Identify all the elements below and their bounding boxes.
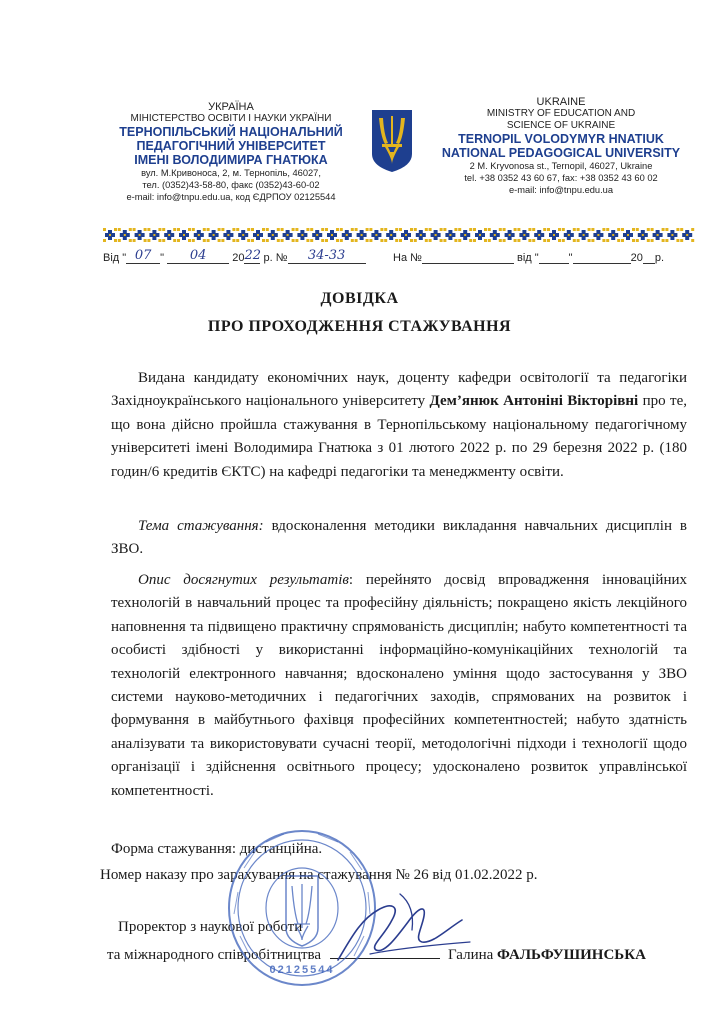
ornament-motif: [384, 228, 398, 242]
ref-year-end: р.: [263, 252, 273, 264]
phone-en: tel. +38 0352 43 60 67, fax: +38 0352 43 60 02: [464, 173, 658, 183]
ornament-motif: [147, 228, 161, 242]
university-name-en-2: NATIONAL PEDAGOGICAL UNIVERSITY: [441, 146, 681, 160]
handwritten-signature: [330, 880, 480, 970]
ornament-motif: [458, 228, 472, 242]
ornament-motif: [429, 228, 443, 242]
ornament-motif: [310, 228, 324, 242]
incoming-reference: На № від " " 20 р.: [393, 252, 665, 264]
ministry-en-2: SCIENCE OF UKRAINE: [506, 120, 616, 131]
results-text: : перейнято досвід впровадження інноваційних технологій в навчальний процес та професійну діяльність; покращено якість лекційного наповнення та підвищено практичну спрямованість дисциплін; набуто компетентності та особисті здібності у використанні інформаційно-комунікаційних технологій та технологій електронного навчання; вдосконалено уміння щодо застосування у ЗВО системи науково-методичних і педагогічних заходів, спрямованих на розвиток і формування в майбутнього фахівця професійних компетентностей; набуто здатність аналізувати та використовувати сучасні теорії, методологічні підходи і технології щодо організації і здійснення освітнього процесу; удосконалено розвиток управлінської компетентності.: [111, 572, 687, 799]
to-year-prefix: 20: [630, 252, 643, 264]
ornament-motif: [680, 228, 694, 242]
ref-number: 34-33: [288, 250, 366, 264]
ornament-motif: [325, 228, 339, 242]
paragraph-topic: [111, 515, 687, 562]
ornament-motif: [532, 228, 546, 242]
ornament-motif: [547, 228, 561, 242]
ornament-motif: [295, 228, 309, 242]
ref-day: 07: [126, 250, 160, 264]
stamp-digits: 02125544: [269, 964, 335, 976]
ornament-motif: [192, 228, 206, 242]
ornament-border: [103, 225, 695, 245]
ornament-motif: [207, 228, 221, 242]
ornament-motif: [399, 228, 413, 242]
ornament-motif: [340, 228, 354, 242]
ornament-motif: [577, 228, 591, 242]
ornament-motif: [251, 228, 265, 242]
results-label: Опис досягнутих результатів: [138, 572, 349, 588]
ornament-motif: [517, 228, 531, 242]
ornament-motif: [414, 228, 428, 242]
ministry-en-1: MINISTRY OF EDUCATION AND: [486, 108, 636, 119]
ornament-motif: [606, 228, 620, 242]
ref-year-prefix: 20: [232, 252, 245, 264]
trainee-name: Дем’янюк Антоніні Вікторівні: [429, 393, 639, 410]
address-en: 2 M. Kryvonosa st., Ternopil, 46027, Ukraine: [469, 161, 653, 171]
country-en: UKRAINE: [536, 96, 586, 108]
form-label: Форма стажування: [111, 841, 232, 857]
ref-month: 04: [167, 250, 229, 264]
ministry-ua: МІНІСТЕРСТВО ОСВІТИ І НАУКИ УКРАЇНИ: [130, 113, 332, 124]
ornament-motif: [665, 228, 679, 242]
ornament-motif: [488, 228, 502, 242]
ornament-motif: [591, 228, 605, 242]
signatory-role-2: та міжнародного співробітництва: [107, 947, 322, 963]
topic-label: Тема стажування:: [138, 518, 264, 534]
ornament-motif: [355, 228, 369, 242]
letterhead-ukrainian: [100, 101, 362, 203]
university-name-ua-2: ПЕДАГОГІЧНИЙ УНІВЕРСИТЕТ: [136, 139, 326, 153]
email-en: e-mail: info@tnpu.edu.ua: [508, 185, 614, 195]
ornament-motif: [162, 228, 176, 242]
number-label: №: [275, 252, 288, 264]
university-name-ua-3: ІМЕНІ ВОЛОДИМИРА ГНАТЮКА: [134, 153, 328, 167]
signatory-role-1: Проректор з наукової роботи: [118, 919, 303, 935]
country-ua: УКРАЇНА: [208, 101, 254, 113]
ornament-motif: [133, 228, 147, 242]
from-label: Від: [103, 252, 120, 264]
address-ua: вул. М.Кривоноса, 2, м. Тернопіль, 46027,: [141, 168, 321, 178]
ornament-motif: [503, 228, 517, 242]
ornament-motif: [443, 228, 457, 242]
ornament-motif: [281, 228, 295, 242]
trident-emblem-icon: [370, 108, 414, 174]
document-title: ДОВІДКА: [320, 290, 399, 307]
order-line: Номер наказу про зарахування на стажування № 26 від 01.02.2022 р.: [100, 867, 538, 883]
ornament-motif: [236, 228, 250, 242]
paragraph-issued: Видана кандидату економічних наук, доценту кафедри освітології та педагогіки Західноукраїнського національного університету Дем’янюк Антоніні Вікторівні про те, що вона дійсно пройшла стажування в Тернопільському національному педагогічному університеті імені Володимира Гнатюка з 01 лютого 2022 р. по 29 березня 2022 р. (180 годин/6 кредитів ЄКТС) на кафедрі педагогіки та менеджменту освіти.: [111, 370, 687, 480]
form-value: : дистанційна.: [231, 841, 323, 857]
email-ua: e-mail: info@tnpu.edu.ua, код ЄДРПОУ 02125544: [126, 192, 336, 202]
signatory-name: Галина ФАЛЬФУШИНСЬКА: [448, 947, 646, 963]
topic-text: вдосконалення методики викладання навчальних дисциплін в ЗВО.: [111, 518, 687, 558]
ornament-motif: [118, 228, 132, 242]
ref-year-suffix: 22: [244, 248, 261, 263]
university-name-en-1: TERNOPIL VOLODYMYR HNATIUK: [458, 132, 664, 146]
ornament-motif: [369, 228, 383, 242]
ornament-motif: [177, 228, 191, 242]
ornament-motif: [562, 228, 576, 242]
to-year-end: р.: [654, 252, 665, 264]
to-label: На №: [393, 252, 422, 264]
ornament-motif: [221, 228, 235, 242]
ornament-motif: [651, 228, 665, 242]
to-from-label: від: [516, 252, 532, 264]
ornament-motif: [266, 228, 280, 242]
document-subtitle: ПРО ПРОХОДЖЕННЯ СТАЖУВАННЯ: [207, 318, 512, 335]
letterhead-english: [425, 96, 697, 196]
university-name-ua-1: ТЕРНОПІЛЬСЬКИЙ НАЦІОНАЛЬНИЙ: [119, 125, 343, 139]
ornament-motif: [636, 228, 650, 242]
outgoing-reference: Від " 07 " 04 2022 р. № 34-33: [103, 250, 375, 266]
ornament-motif: [621, 228, 635, 242]
ornament-motif: [473, 228, 487, 242]
phone-ua: тел. (0352)43-58-80, факс (0352)43-60-02: [142, 180, 320, 190]
ornament-motif: [103, 228, 117, 242]
paragraph-results: [111, 569, 687, 803]
